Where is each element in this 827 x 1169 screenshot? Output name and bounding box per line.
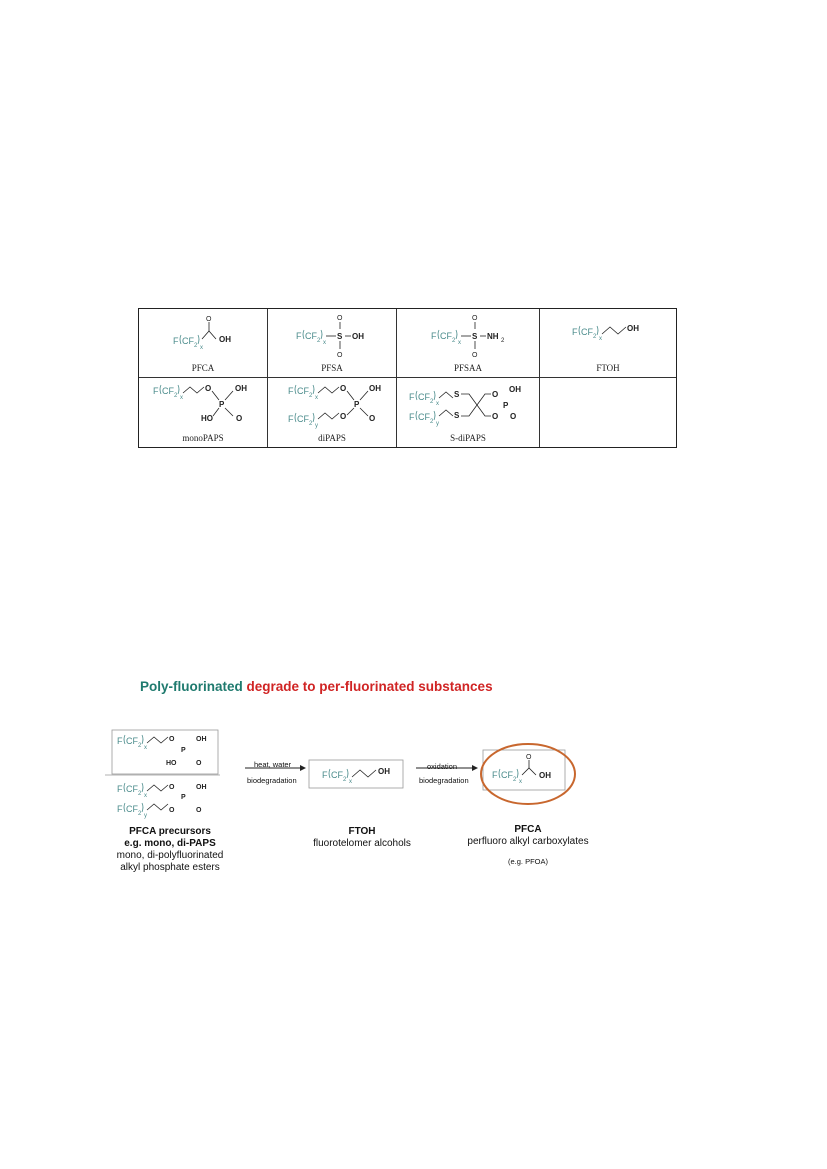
svg-text:O: O	[526, 754, 532, 761]
svg-text:P: P	[181, 794, 186, 801]
svg-text:CF: CF	[440, 331, 452, 341]
cell-sdipaps	[397, 378, 540, 447]
cell-ftoh	[540, 309, 676, 378]
figure-title	[140, 679, 493, 694]
ftoh-desc: fluorotelomer alcohols	[313, 838, 411, 849]
svg-text:F: F	[492, 770, 498, 780]
label-sdipaps: S-diPAPS	[450, 433, 486, 443]
svg-text:x: x	[436, 401, 439, 407]
svg-text:F: F	[153, 386, 159, 396]
svg-text:2: 2	[138, 743, 142, 749]
label-monopaps: monoPAPS	[182, 433, 224, 443]
svg-text:OH: OH	[219, 335, 231, 344]
svg-text:O: O	[492, 412, 499, 421]
svg-text:S: S	[337, 332, 343, 341]
svg-text:O: O	[340, 412, 347, 421]
svg-text:x: x	[180, 395, 183, 401]
svg-text:CF: CF	[418, 392, 430, 402]
svg-text:F: F	[409, 392, 415, 402]
svg-text:OH: OH	[378, 767, 390, 776]
pfsaa-structure	[397, 309, 540, 364]
svg-text:x: x	[315, 395, 318, 401]
svg-text:2: 2	[317, 338, 321, 344]
svg-text:CF: CF	[126, 784, 138, 794]
svg-text:P: P	[503, 401, 509, 410]
arrow2-top-label: oxidation	[427, 762, 458, 771]
svg-text:F: F	[409, 412, 415, 422]
svg-text:CF: CF	[297, 386, 309, 396]
svg-text:CF: CF	[126, 736, 138, 746]
svg-text:CF: CF	[581, 327, 593, 337]
cell-pfsaa	[397, 309, 540, 378]
svg-text:P: P	[354, 400, 360, 409]
arrow2-bottom-label: biodegradation	[419, 776, 469, 785]
svg-text:O: O	[510, 412, 517, 421]
svg-text:2: 2	[309, 393, 313, 399]
pfca-structure	[139, 309, 268, 364]
svg-text:O: O	[337, 315, 343, 322]
svg-text:S: S	[454, 390, 460, 399]
svg-text:CF: CF	[418, 412, 430, 422]
svg-text:F: F	[117, 804, 123, 814]
svg-text:O: O	[340, 384, 347, 393]
svg-text:F: F	[173, 336, 179, 346]
svg-text:P: P	[181, 747, 186, 754]
svg-text:2: 2	[430, 399, 434, 405]
ftoh-caption	[292, 826, 432, 850]
svg-text:F: F	[322, 770, 328, 780]
pfca-caption	[448, 824, 608, 868]
svg-text:F: F	[288, 386, 294, 396]
svg-text:O: O	[169, 736, 175, 743]
svg-text:F: F	[296, 331, 302, 341]
svg-text:NH: NH	[487, 332, 499, 341]
svg-text:O: O	[472, 315, 478, 322]
svg-text:y: y	[436, 421, 439, 427]
svg-text:2: 2	[174, 393, 178, 399]
svg-text:OH: OH	[509, 385, 521, 394]
svg-text:2: 2	[513, 777, 517, 783]
svg-text:x: x	[519, 779, 522, 785]
svg-text:2: 2	[430, 419, 434, 425]
svg-text:O: O	[196, 807, 202, 814]
svg-text:y: y	[315, 423, 318, 429]
precursor-desc-1: mono, di-polyfluorinated	[116, 850, 224, 861]
svg-text:O: O	[169, 807, 175, 814]
label-ftoh: FTOH	[596, 363, 620, 373]
cell-empty	[540, 378, 676, 447]
monopaps-structure	[139, 378, 268, 436]
precursor-title: PFCA precursors	[129, 826, 211, 837]
pfca-title: PFCA	[514, 824, 542, 835]
svg-text:HO: HO	[166, 760, 177, 767]
svg-text:2: 2	[501, 338, 505, 344]
svg-text:OH: OH	[235, 384, 247, 393]
svg-text:O: O	[169, 784, 175, 791]
svg-text:OH: OH	[196, 736, 207, 743]
svg-text:2: 2	[138, 791, 142, 797]
svg-text:F: F	[572, 327, 578, 337]
svg-text:F: F	[117, 784, 123, 794]
title-poly: Poly-fluorinated	[140, 679, 243, 694]
pfca-desc: perfluoro alkyl carboxylates	[467, 836, 589, 847]
svg-text:O: O	[196, 760, 202, 767]
svg-text:O: O	[337, 352, 343, 359]
structure-table	[138, 308, 677, 448]
svg-text:OH: OH	[369, 384, 381, 393]
precursor-caption	[100, 826, 240, 874]
svg-text:CF: CF	[126, 804, 138, 814]
svg-text:2: 2	[138, 811, 142, 817]
degradation-pathway	[100, 720, 600, 820]
cell-monopaps	[139, 378, 268, 447]
label-pfsaa: PFSAA	[453, 363, 482, 373]
svg-text:F: F	[288, 414, 294, 424]
svg-text:CF: CF	[297, 414, 309, 424]
svg-text:F: F	[431, 331, 437, 341]
svg-text:x: x	[144, 745, 147, 751]
svg-text:P: P	[219, 400, 225, 409]
svg-text:CF: CF	[162, 386, 174, 396]
svg-text:2: 2	[452, 338, 456, 344]
svg-text:O: O	[492, 390, 499, 399]
cell-dipaps	[268, 378, 397, 447]
arrow1-bottom-label: biodegradation	[247, 776, 297, 785]
svg-text:O: O	[369, 414, 376, 423]
svg-text:x: x	[599, 336, 602, 342]
svg-text:CF: CF	[501, 770, 513, 780]
svg-text:x: x	[349, 779, 352, 785]
svg-text:2: 2	[194, 343, 198, 349]
svg-text:x: x	[144, 793, 147, 799]
ftoh-title: FTOH	[348, 826, 376, 837]
svg-text:S: S	[454, 411, 460, 420]
label-pfsa: PFSA	[321, 363, 343, 373]
sdipaps-structure	[397, 378, 540, 436]
svg-text:S: S	[472, 332, 478, 341]
svg-text:OH: OH	[627, 324, 639, 333]
label-pfca: PFCA	[191, 363, 215, 373]
svg-text:CF: CF	[305, 331, 317, 341]
svg-text:F: F	[117, 736, 123, 746]
svg-text:x: x	[200, 345, 203, 351]
svg-text:O: O	[236, 414, 243, 423]
svg-text:2: 2	[343, 777, 347, 783]
svg-text:OH: OH	[539, 771, 551, 780]
dipaps-structure	[268, 378, 397, 436]
precursor-subtitle: e.g. mono, di-PAPS	[124, 838, 216, 849]
svg-text:OH: OH	[196, 784, 207, 791]
svg-text:y: y	[144, 813, 147, 819]
cell-pfca	[139, 309, 268, 378]
ftoh-structure	[540, 309, 676, 364]
svg-text:O: O	[206, 316, 212, 323]
svg-text:OH: OH	[352, 332, 364, 341]
svg-text:2: 2	[593, 334, 597, 340]
arrow1-top-label: heat, water	[254, 760, 292, 769]
pfca-example: (e.g. PFOA)	[507, 857, 548, 866]
svg-text:x: x	[458, 340, 461, 346]
svg-text:CF: CF	[182, 336, 194, 346]
svg-text:x: x	[323, 340, 326, 346]
label-dipaps: diPAPS	[318, 433, 346, 443]
precursor-desc-2: alkyl phosphate esters	[120, 862, 220, 873]
title-degrade: degrade to per-fluorinated substances	[246, 679, 493, 694]
svg-text:CF: CF	[331, 770, 343, 780]
pfsa-structure	[268, 309, 397, 364]
cell-pfsa	[268, 309, 397, 378]
svg-text:HO: HO	[201, 414, 213, 423]
svg-text:O: O	[472, 352, 478, 359]
svg-text:2: 2	[309, 421, 313, 427]
svg-text:O: O	[205, 384, 212, 393]
